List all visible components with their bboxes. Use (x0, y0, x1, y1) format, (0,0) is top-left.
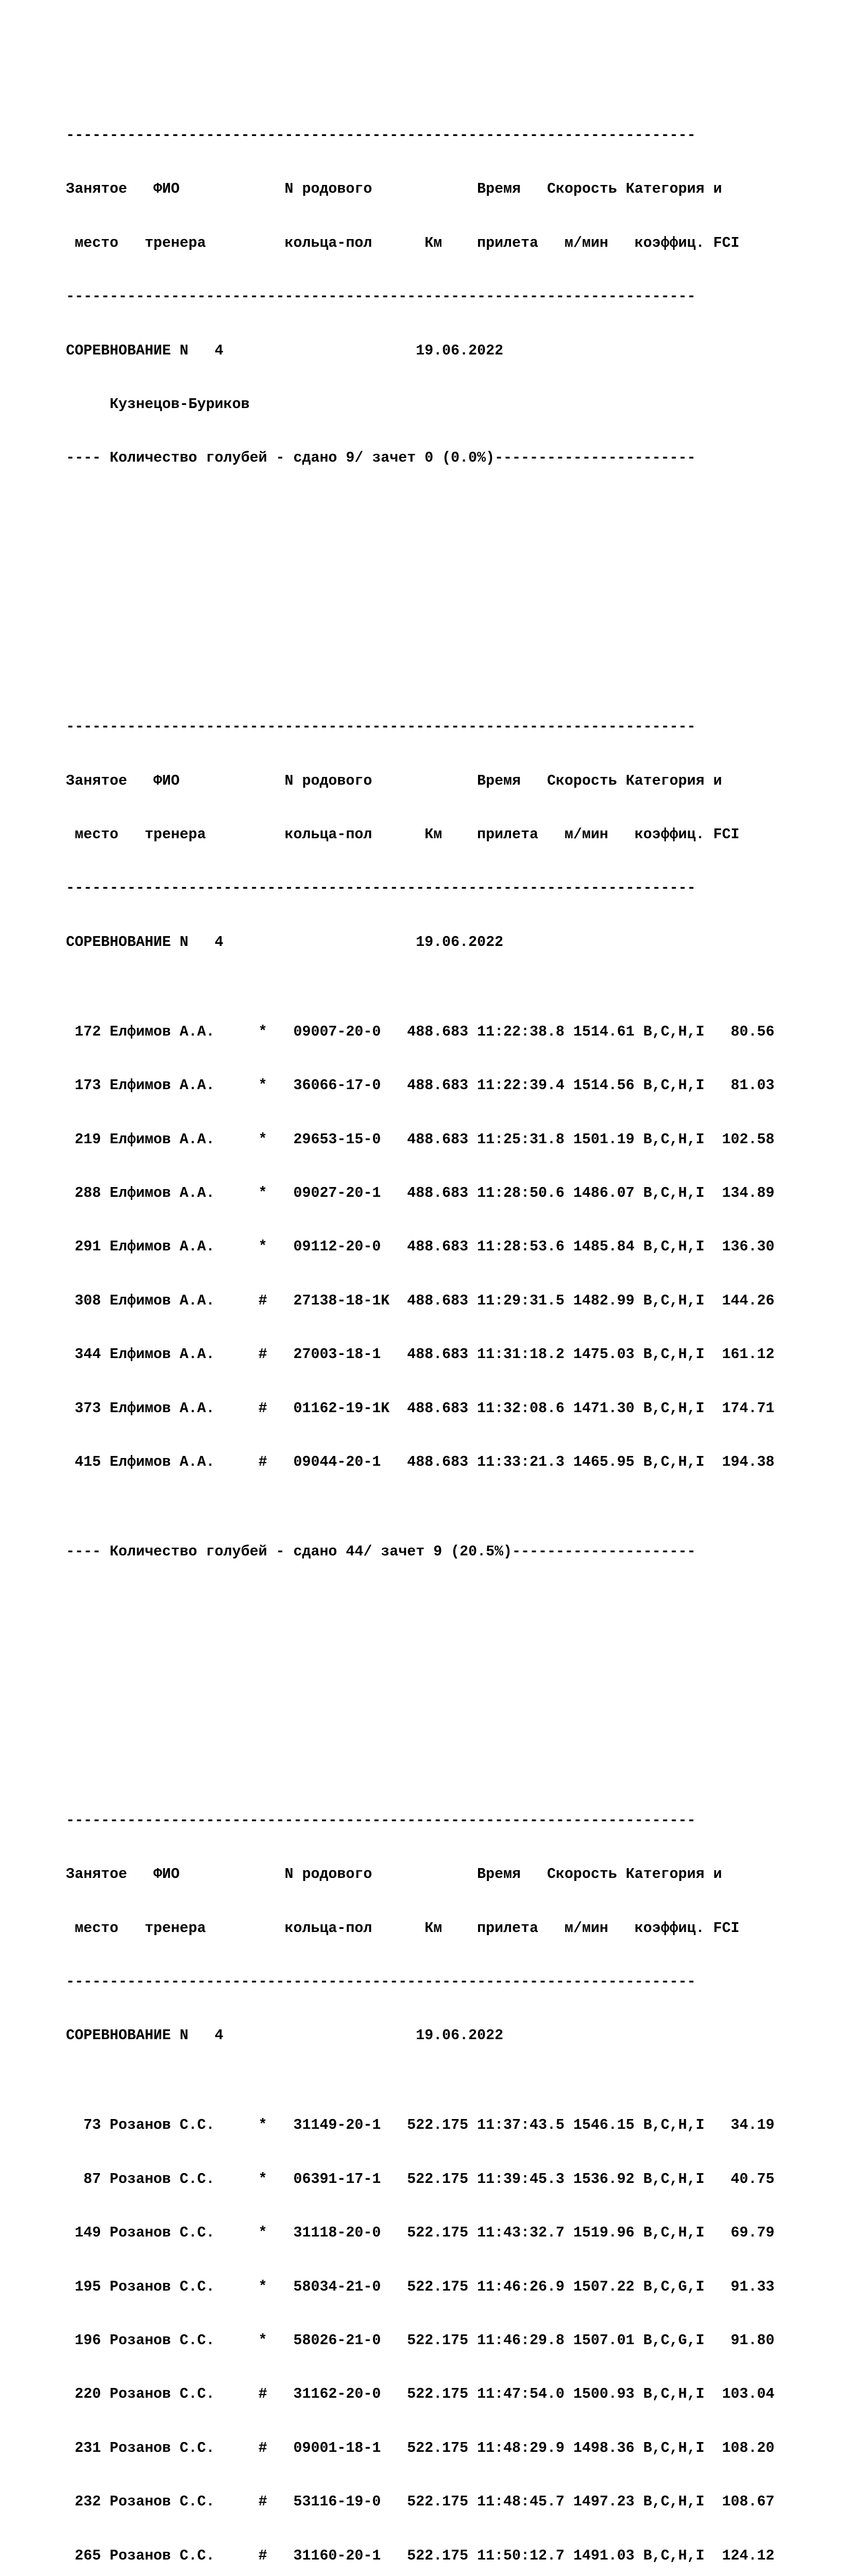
summary-line: ---- Количество голубей - сдано 9/ зачет 0 (0.0%)----------------------- (66, 450, 696, 467)
competition-line: СОРЕВНОВАНИЕ N 4 19.06.2022 (66, 2027, 504, 2044)
result-row: 149 Розанов С.С. * 31118-20-0 522.175 11:43:32.7 1519.96 B,C,H,I 69.79 (66, 2225, 775, 2242)
section-kuznetsov (66, 91, 774, 611)
result-row: 87 Розанов С.С. * 06391-17-1 522.175 11:39:45.3 1536.92 B,C,H,I 40.75 (66, 2171, 775, 2188)
result-row: 344 Елфимов А.А. # 27003-18-1 488.683 11:31:18.2 1475.03 B,C,H,I 161.12 (66, 1346, 775, 1363)
section-elfimov (66, 683, 774, 1704)
result-row: 265 Розанов С.С. # 31160-20-1 522.175 11:50:12.7 1491.03 B,C,H,I 124.12 (66, 2547, 775, 2564)
separator-line: ------------------------------------------------------------------------ (66, 719, 696, 736)
result-rows (66, 987, 774, 1507)
result-row: 173 Елфимов А.А. * 36066-17-0 488.683 11:22:39.4 1514.56 B,C,H,I 81.03 (66, 1077, 775, 1094)
separator-line: ------------------------------------------------------------------------ (66, 880, 696, 897)
result-row: 220 Розанов С.С. # 31162-20-0 522.175 11:47:54.0 1500.93 B,C,H,I 103.04 (66, 2386, 775, 2403)
separator-line: ------------------------------------------------------------------------ (66, 1974, 696, 1991)
separator-line: ------------------------------------------------------------------------ (66, 127, 696, 144)
team-line: Кузнецов-Буриков (66, 396, 250, 413)
competition-line: СОРЕВНОВАНИЕ N 4 19.06.2022 (66, 934, 504, 951)
section-rozanov (66, 1776, 774, 2576)
separator-line: ------------------------------------------------------------------------ (66, 289, 696, 306)
results-report (66, 37, 774, 2576)
header-line-1: Занятое ФИО N родового Время Скорость Категория и (66, 772, 722, 789)
result-row: 73 Розанов С.С. * 31149-20-1 522.175 11:37:43.5 1546.15 B,C,H,I 34.19 (66, 2117, 775, 2134)
competition-line: СОРЕВНОВАНИЕ N 4 19.06.2022 (66, 342, 504, 359)
result-row: 308 Елфимов А.А. # 27138-18-1K 488.683 11:29:31.5 1482.99 B,C,H,I 144.26 (66, 1292, 775, 1309)
result-rows (66, 2081, 774, 2576)
result-row: 231 Розанов С.С. # 09001-18-1 522.175 11:48:29.9 1498.36 B,C,H,I 108.20 (66, 2439, 775, 2456)
result-row: 195 Розанов С.С. * 58034-21-0 522.175 11:46:26.9 1507.22 B,C,G,I 91.33 (66, 2278, 775, 2295)
header-line-1: Занятое ФИО N родового Время Скорость Категория и (66, 181, 722, 198)
header-line-1: Занятое ФИО N родового Время Скорость Категория и (66, 1866, 722, 1883)
result-row: 288 Елфимов А.А. * 09027-20-1 488.683 11:28:50.6 1486.07 B,C,H,I 134.89 (66, 1185, 775, 1201)
result-row: 373 Елфимов А.А. # 01162-19-1K 488.683 11:32:08.6 1471.30 B,C,H,I 174.71 (66, 1400, 775, 1417)
separator-line: ------------------------------------------------------------------------ (66, 1812, 696, 1829)
header-line-2: место тренера кольца-пол Км прилета м/мин коэффиц. FCI (66, 1920, 740, 1937)
result-row: 232 Розанов С.С. # 53116-19-0 522.175 11:48:45.7 1497.23 B,C,H,I 108.67 (66, 2494, 775, 2511)
result-row: 415 Елфимов А.А. # 09044-20-1 488.683 11:33:21.3 1465.95 B,C,H,I 194.38 (66, 1453, 775, 1470)
result-row: 291 Елфимов А.А. * 09112-20-0 488.683 11:28:53.6 1485.84 B,C,H,I 136.30 (66, 1239, 775, 1256)
header-line-2: место тренера кольца-пол Км прилета м/мин коэффиц. FCI (66, 234, 740, 251)
summary-line: ---- Количество голубей - сдано 44/ зачет 9 (20.5%)--------------------- (66, 1543, 696, 1560)
result-row: 172 Елфимов А.А. * 09007-20-0 488.683 11:22:38.8 1514.61 B,C,H,I 80.56 (66, 1023, 775, 1040)
result-row: 219 Елфимов А.А. * 29653-15-0 488.683 11:25:31.8 1501.19 B,C,H,I 102.58 (66, 1131, 775, 1148)
header-line-2: место тренера кольца-пол Км прилета м/мин коэффиц. FCI (66, 826, 740, 843)
result-row: 196 Розанов С.С. * 58026-21-0 522.175 11:46:29.8 1507.01 B,C,G,I 91.80 (66, 2332, 775, 2349)
